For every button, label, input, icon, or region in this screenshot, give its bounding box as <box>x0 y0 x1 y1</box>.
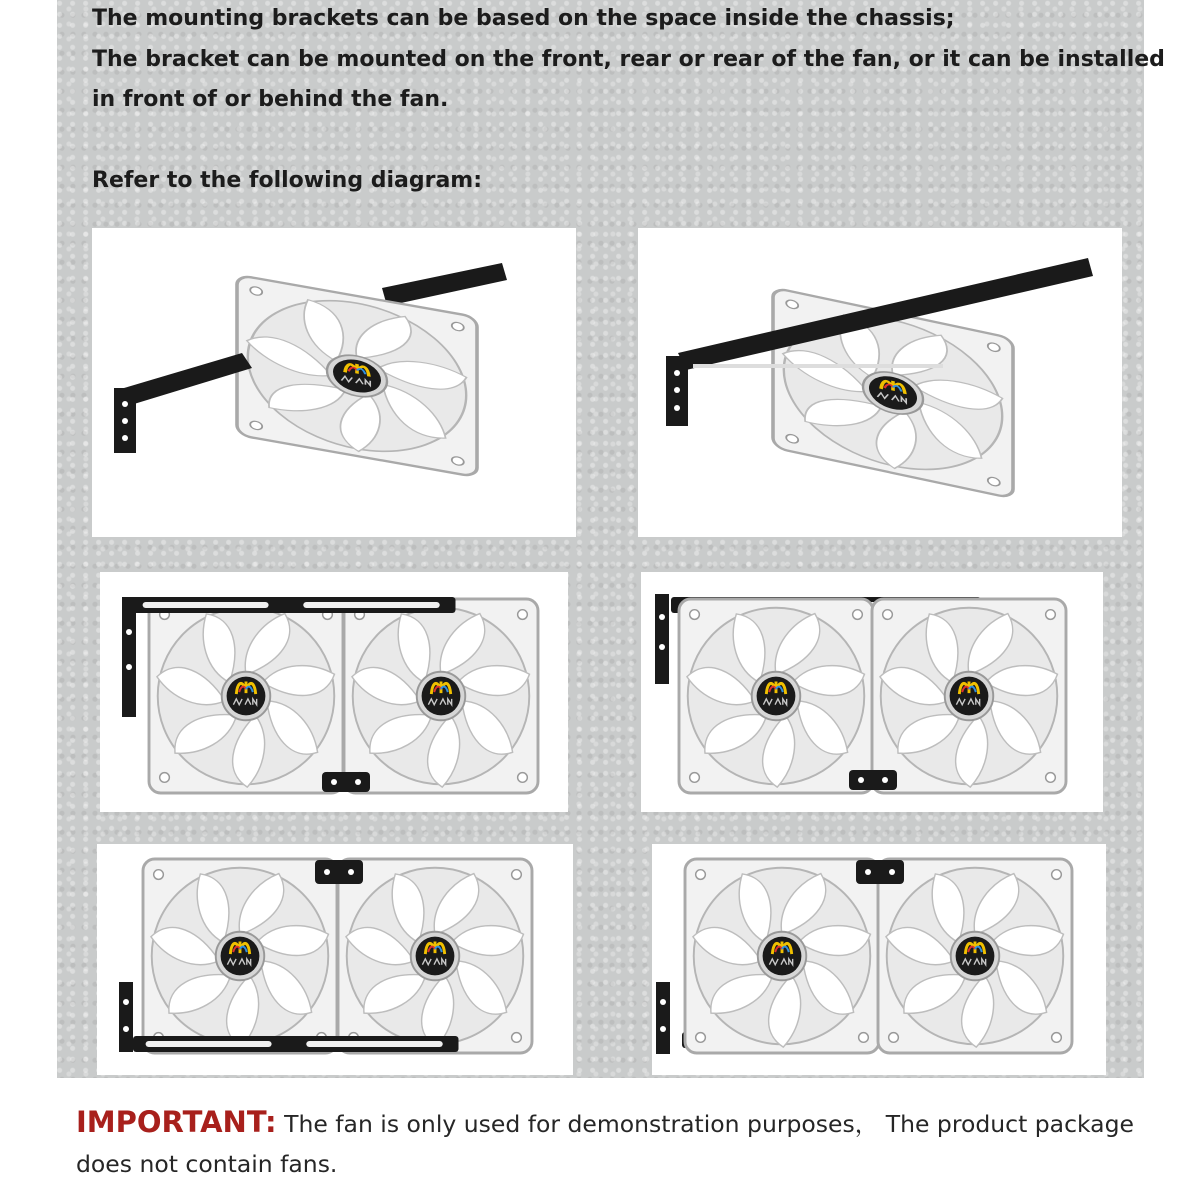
fan-diagram-3 <box>100 572 568 812</box>
fan-diagram-6 <box>652 844 1106 1075</box>
diagram-two-fans-bottom-front <box>97 844 573 1075</box>
fan-diagram-5 <box>97 844 573 1075</box>
fan-diagram-1 <box>92 228 576 537</box>
diagram-two-fans-top-rear <box>641 572 1103 812</box>
diagram-two-fans-bottom-rear <box>652 844 1106 1075</box>
important-text: The fan is only used for demonstration purposes， The product package does not contain fans. <box>76 1110 1134 1178</box>
header-line-2: The bracket can be mounted on the front, rear or rear of the fan, or it can be installed <box>92 47 1165 72</box>
header-line-1: The mounting brackets can be based on the space inside the chassis; <box>92 6 955 31</box>
diagram-single-fan-rear <box>92 228 576 537</box>
refer-heading: Refer to the following diagram: <box>92 168 483 193</box>
fan-diagram-2 <box>638 228 1122 537</box>
fan-diagram-4 <box>641 572 1103 812</box>
diagram-two-fans-top-front <box>100 572 568 812</box>
diagram-single-fan-front <box>638 228 1122 537</box>
important-note <box>76 1102 1156 1184</box>
important-label: IMPORTANT: <box>76 1105 277 1139</box>
header-line-3: in front of or behind the fan. <box>92 87 449 112</box>
